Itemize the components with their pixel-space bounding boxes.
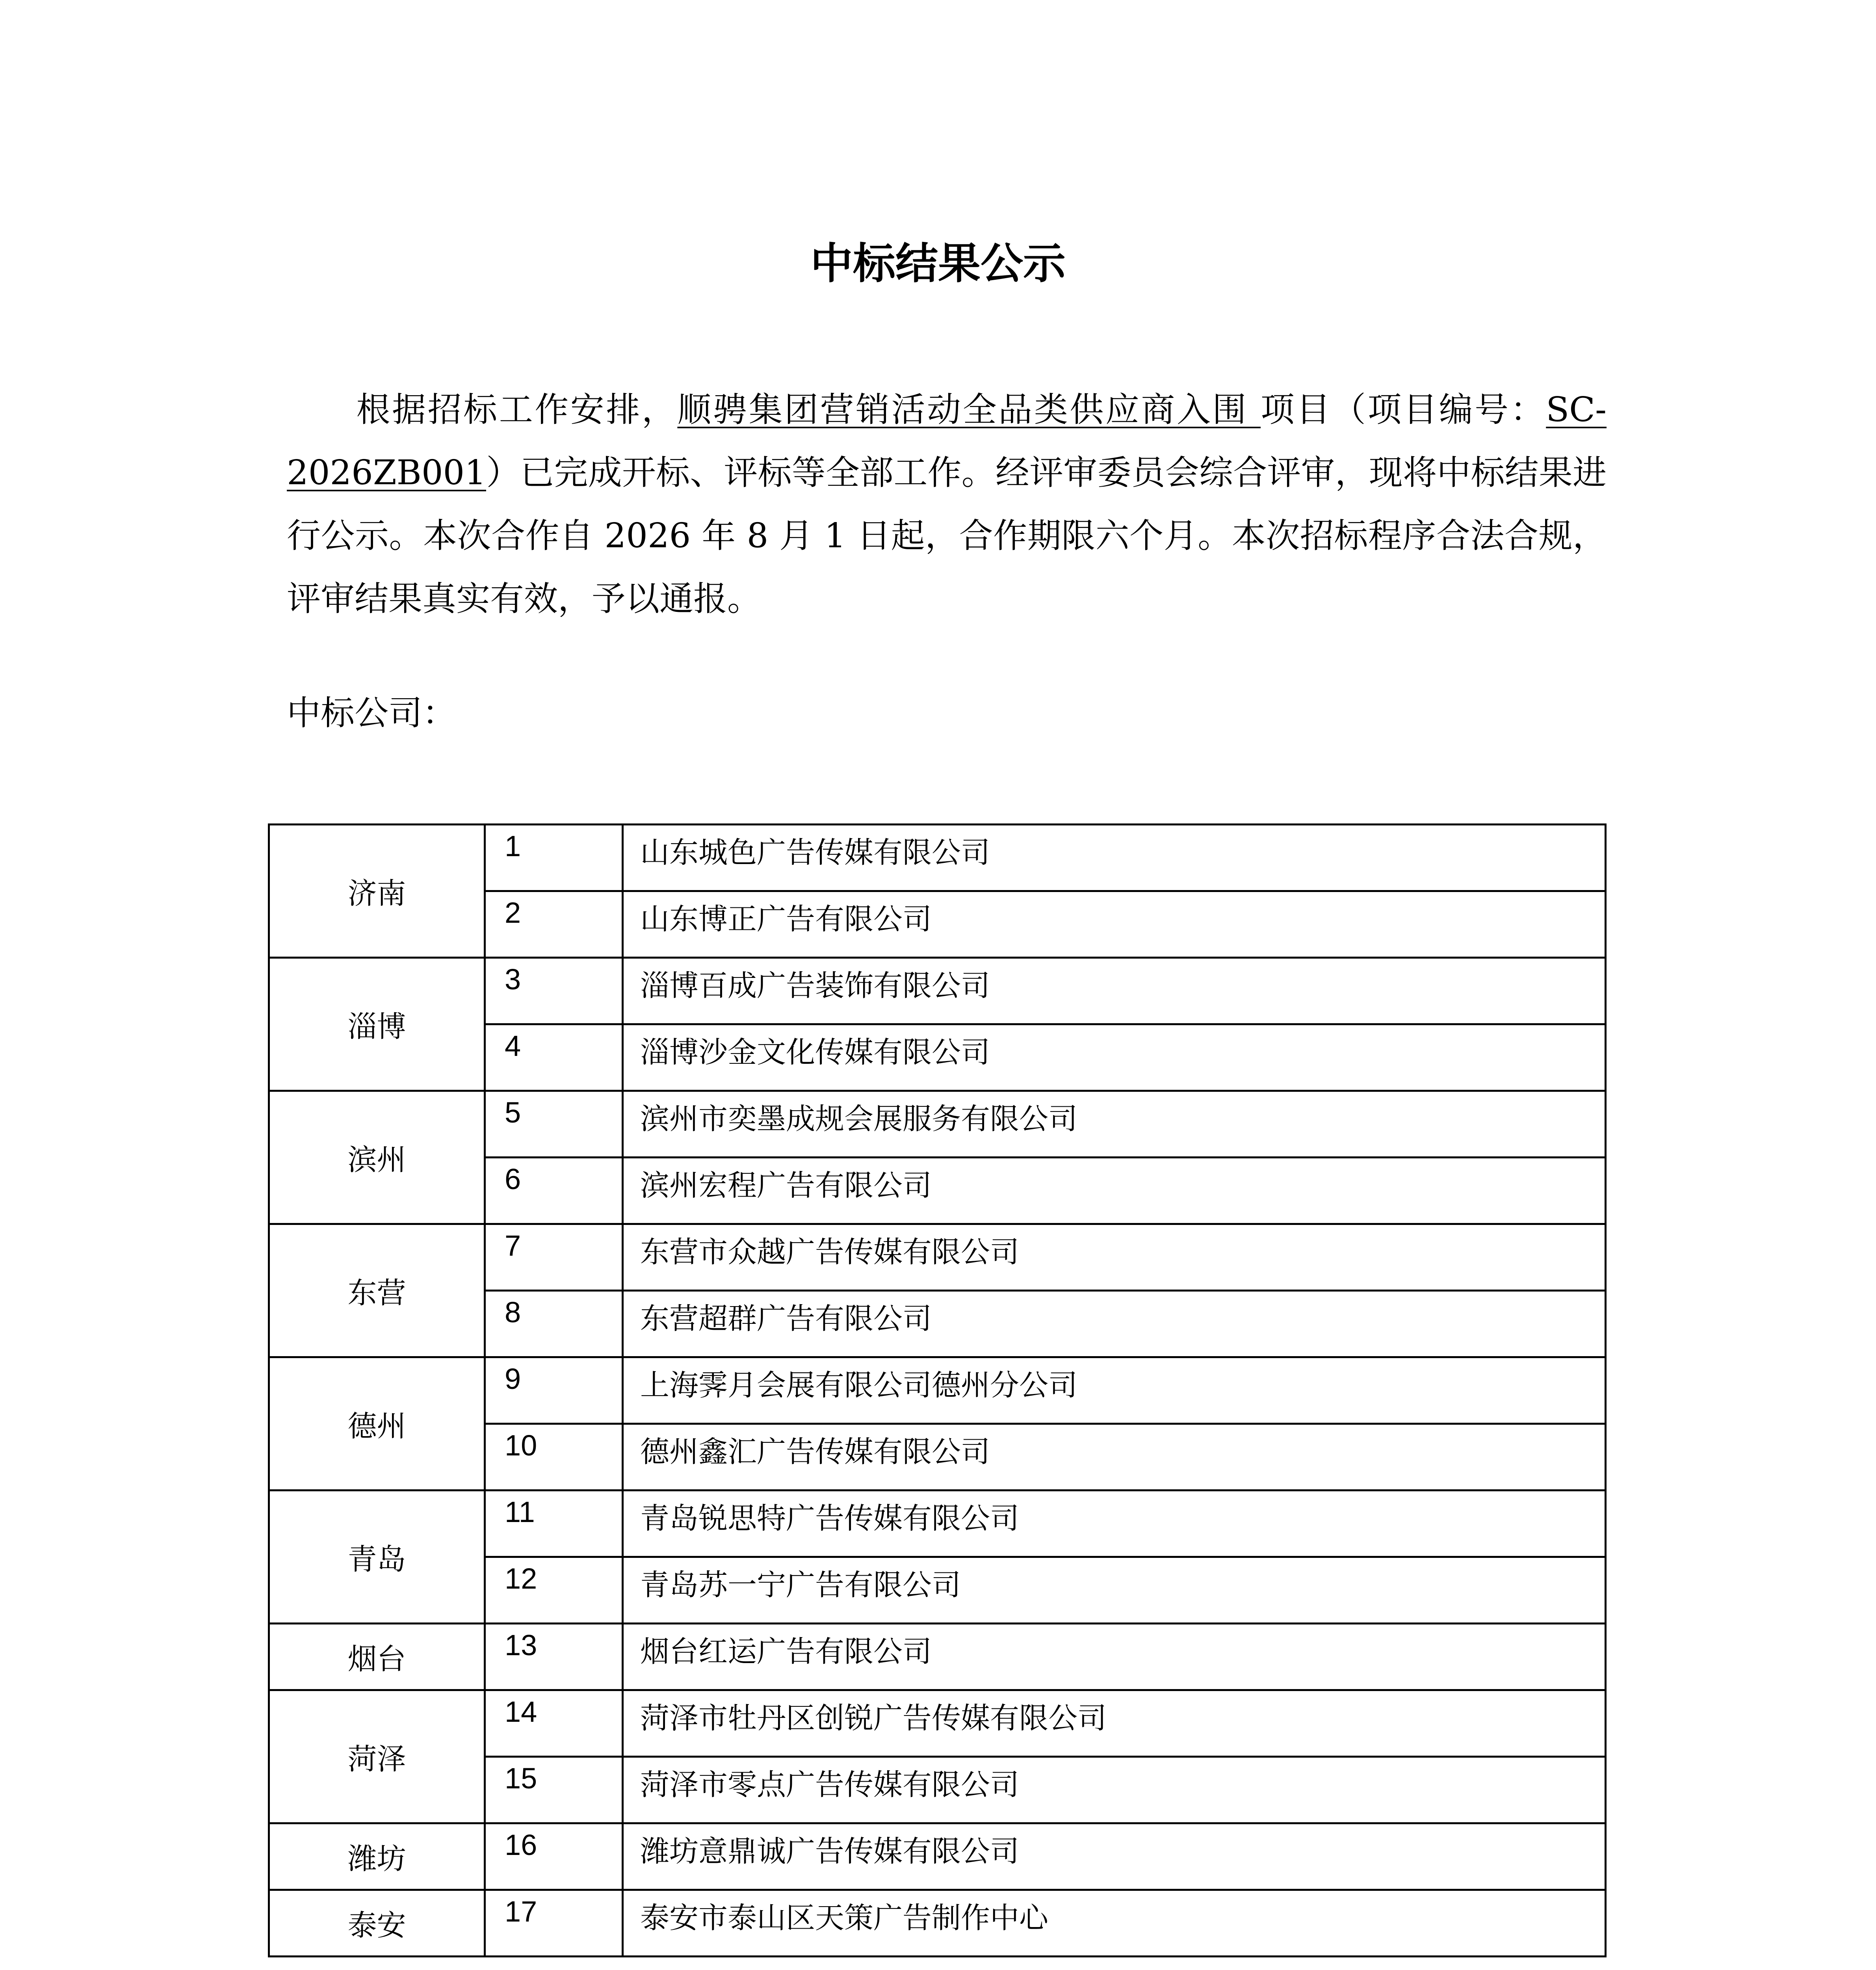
number-cell: 8 <box>485 1291 623 1357</box>
number-cell: 12 <box>485 1557 623 1624</box>
paragraph-body: ）已完成开标、评标等全部工作。经评审委员会综合评审，现将中标结果进行公示。本次合作自 2026 年 8 月 1 日起，合作期限六个月。本次招标程序合法合规，评审结果真实有效，予以通报。 <box>287 453 1607 619</box>
company-cell: 滨州宏程广告有限公司 <box>623 1158 1606 1224</box>
company-cell: 东营超群广告有限公司 <box>623 1291 1606 1357</box>
company-cell: 泰安市泰山区天策广告制作中心 <box>623 1890 1606 1957</box>
announcement-paragraph <box>287 378 1607 630</box>
table-row <box>269 1357 1606 1424</box>
company-cell: 上海霁月会展有限公司德州分公司 <box>623 1357 1606 1424</box>
number-cell: 4 <box>485 1024 623 1091</box>
city-cell: 德州 <box>269 1357 485 1491</box>
number-cell: 6 <box>485 1158 623 1224</box>
city-cell: 东营 <box>269 1224 485 1357</box>
number-cell: 3 <box>485 958 623 1024</box>
page-title: 中标结果公示 <box>810 239 1066 288</box>
company-cell: 青岛苏一宁广告有限公司 <box>623 1557 1606 1624</box>
table-row <box>269 1890 1606 1957</box>
number-cell: 10 <box>485 1424 623 1491</box>
table-row <box>269 1091 1606 1158</box>
table-row <box>269 1224 1606 1291</box>
company-cell: 烟台红运广告有限公司 <box>623 1624 1606 1690</box>
table-row <box>269 1624 1606 1690</box>
company-cell: 青岛锐思特广告传媒有限公司 <box>623 1491 1606 1557</box>
city-cell: 青岛 <box>269 1491 485 1624</box>
company-cell: 潍坊意鼎诚广告传媒有限公司 <box>623 1823 1606 1890</box>
company-cell: 菏泽市牡丹区创锐广告传媒有限公司 <box>623 1690 1606 1757</box>
winners-table <box>268 823 1607 1957</box>
number-cell: 13 <box>485 1624 623 1690</box>
paragraph-intro: 根据招标工作安排， <box>355 390 678 429</box>
company-cell: 滨州市奕墨成规会展服务有限公司 <box>623 1091 1606 1158</box>
project-code: SC-2026ZB001 <box>287 390 1607 492</box>
company-cell: 东营市众越广告传媒有限公司 <box>623 1224 1606 1291</box>
city-cell: 泰安 <box>269 1890 485 1957</box>
company-cell: 德州鑫汇广告传媒有限公司 <box>623 1424 1606 1491</box>
number-cell: 15 <box>485 1757 623 1823</box>
paragraph-project-label: 项目（项目编号： <box>1260 390 1546 429</box>
number-cell: 9 <box>485 1357 623 1424</box>
number-cell: 1 <box>485 825 623 891</box>
number-cell: 7 <box>485 1224 623 1291</box>
city-cell: 烟台 <box>269 1624 485 1690</box>
table-row <box>269 1823 1606 1890</box>
winners-label: 中标公司： <box>287 693 456 733</box>
table-row <box>269 1491 1606 1557</box>
company-cell: 淄博百成广告装饰有限公司 <box>623 958 1606 1024</box>
number-cell: 11 <box>485 1491 623 1557</box>
number-cell: 16 <box>485 1823 623 1890</box>
city-cell: 潍坊 <box>269 1823 485 1890</box>
project-name: 顺骋集团营销活动全品类供应商入围 <box>677 390 1261 429</box>
company-cell: 山东博正广告有限公司 <box>623 891 1606 958</box>
number-cell: 14 <box>485 1690 623 1757</box>
city-cell: 菏泽 <box>269 1690 485 1823</box>
number-cell: 5 <box>485 1091 623 1158</box>
company-cell: 山东城色广告传媒有限公司 <box>623 825 1606 891</box>
company-cell: 淄博沙金文化传媒有限公司 <box>623 1024 1606 1091</box>
company-cell: 菏泽市零点广告传媒有限公司 <box>623 1757 1606 1823</box>
number-cell: 2 <box>485 891 623 958</box>
city-cell: 淄博 <box>269 958 485 1091</box>
table-row <box>269 825 1606 891</box>
city-cell: 滨州 <box>269 1091 485 1224</box>
city-cell: 济南 <box>269 825 485 958</box>
number-cell: 17 <box>485 1890 623 1957</box>
table-row <box>269 958 1606 1024</box>
table-row <box>269 1690 1606 1757</box>
